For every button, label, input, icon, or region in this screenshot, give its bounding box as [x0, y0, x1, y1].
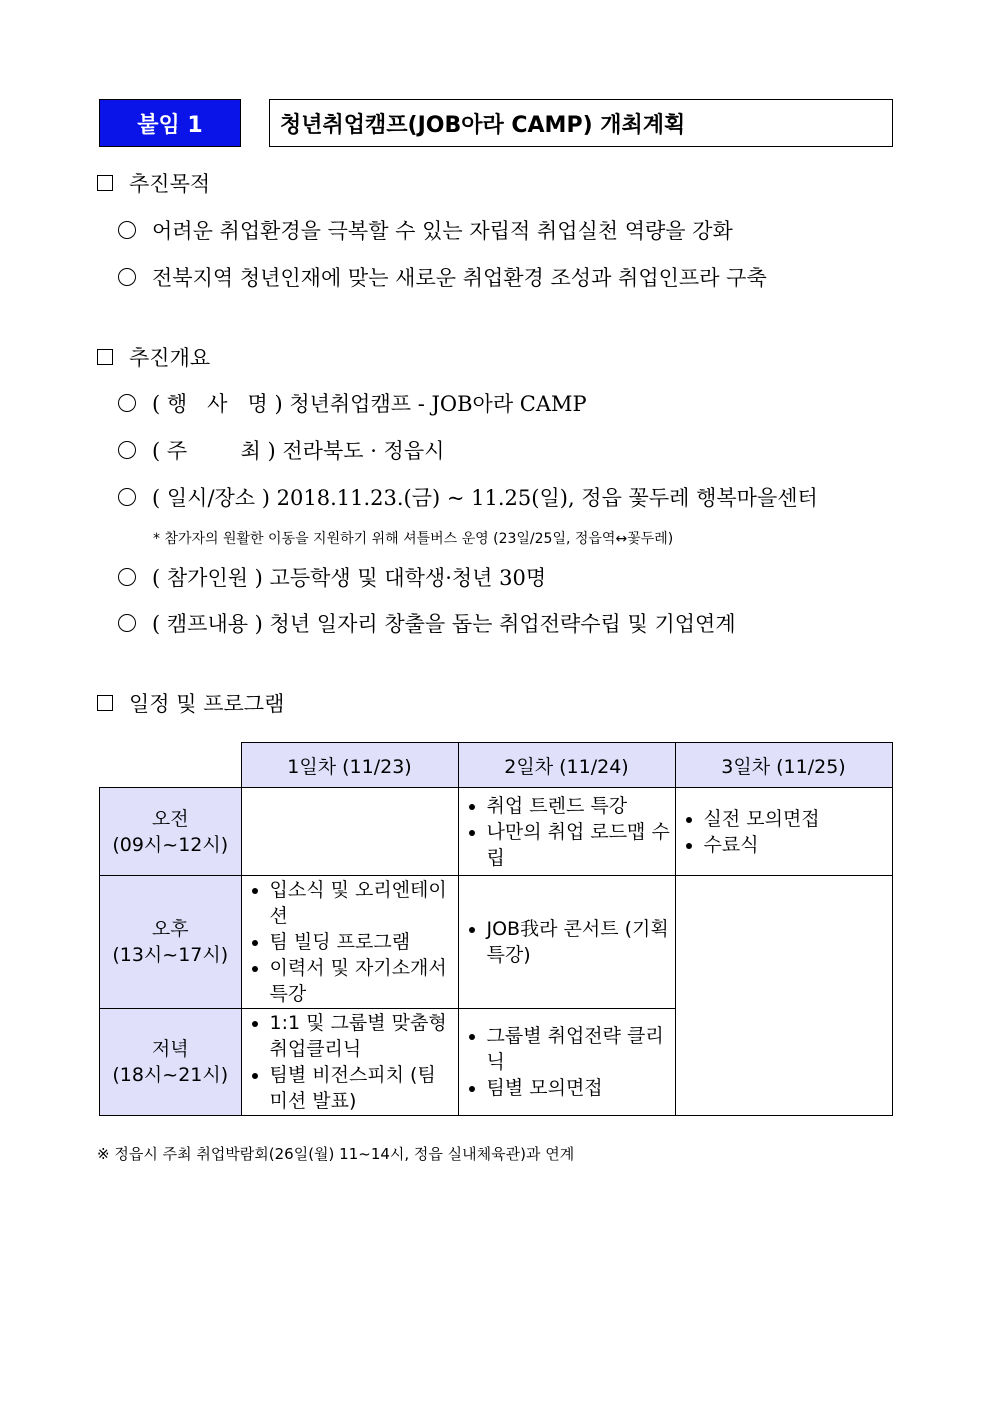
- document-title: 청년취업캠프(JOB아라 CAMP) 개최계획: [269, 99, 893, 147]
- table-row: [100, 876, 893, 1009]
- overview-item-content: ( 캠프내용 ) 청년 일자리 창출을 돕는 취업전략수립 및 기업연계: [118, 608, 736, 638]
- list-item: • 입소식 및 오리엔테이션: [270, 877, 458, 929]
- square-bullet-icon: [97, 349, 113, 365]
- circle-bullet-icon: [118, 441, 136, 459]
- list-item: • 1:1 및 그룹별 맞춤형 취업클리닉: [270, 1010, 458, 1062]
- table-cell: [675, 788, 892, 876]
- circle-bullet-icon: [118, 394, 136, 412]
- purpose-item: 전북지역 청년인재에 맞는 새로운 취업환경 조성과 취업인프라 구축: [118, 262, 767, 292]
- table-cell: [241, 788, 458, 876]
- list-item: • 수료식: [704, 832, 892, 858]
- list-item: • 팀 빌딩 프로그램: [270, 929, 458, 955]
- circle-bullet-icon: [118, 614, 136, 632]
- column-header-day2: 2일차 (11/24): [458, 743, 675, 788]
- section-heading-overview: 추진개요: [97, 342, 210, 372]
- section-heading-purpose: 추진목적: [97, 168, 210, 198]
- row-label-evening: 저녁 (18시~21시): [100, 1009, 242, 1116]
- shuttle-note: * 참가자의 원활한 이동을 지원하기 위해 셔틀버스 운영 (23일/25일, 정읍역↔꽃두레): [153, 531, 674, 547]
- square-bullet-icon: [97, 175, 113, 191]
- overview-item-date-place: ( 일시/장소 ) 2018.11.23.(금) ~ 11.25(일), 정읍 꽃두레 행복마을센터: [118, 482, 818, 512]
- column-header-day1: 1일차 (11/23): [241, 743, 458, 788]
- list-item: • 팀별 비전스피치 (팀 미션 발표): [270, 1062, 458, 1114]
- column-header-day3: 3일차 (11/25): [675, 743, 892, 788]
- circle-bullet-icon: [118, 221, 136, 239]
- list-item: • 그룹별 취업전략 클리닉: [487, 1023, 675, 1075]
- table-cell: [241, 1009, 458, 1116]
- schedule-table: [99, 742, 893, 1116]
- circle-bullet-icon: [118, 568, 136, 586]
- table-cell: [458, 876, 675, 1009]
- table-cell-empty: [675, 876, 892, 1116]
- row-label-afternoon: 오후 (13시~17시): [100, 876, 242, 1009]
- list-item: • 팀별 모의면접: [487, 1075, 675, 1101]
- list-item: • 이력서 및 자기소개서 특강: [270, 955, 458, 1007]
- list-item: • 나만의 취업 로드맵 수립: [487, 819, 675, 871]
- table-cell: [241, 876, 458, 1009]
- table-cell: [458, 788, 675, 876]
- section-heading-schedule: 일정 및 프로그램: [97, 688, 284, 718]
- overview-item-participants: ( 참가인원 ) 고등학생 및 대학생·청년 30명: [118, 562, 546, 592]
- attachment-badge: 붙임 1: [99, 99, 241, 147]
- square-bullet-icon: [97, 695, 113, 711]
- overview-item-host: ( 주 최 ) 전라북도 · 정읍시: [118, 435, 444, 465]
- footnote: ※ 정읍시 주최 취업박람회(26일(월) 11~14시, 정읍 실내체육관)과 연계: [97, 1145, 575, 1163]
- purpose-item: 어려운 취업환경을 극복할 수 있는 자립적 취업실천 역량을 강화: [118, 215, 733, 245]
- overview-item-event-name: ( 행 사 명 ) 청년취업캠프 - JOB아라 CAMP: [118, 388, 587, 418]
- table-row: [100, 788, 893, 876]
- list-item: • 실전 모의면접: [704, 806, 892, 832]
- row-label-morning: 오전 (09시~12시): [100, 788, 242, 876]
- table-cell: [458, 1009, 675, 1116]
- circle-bullet-icon: [118, 488, 136, 506]
- circle-bullet-icon: [118, 268, 136, 286]
- table-header-row: [100, 743, 893, 788]
- list-item: • 취업 트렌드 특강: [487, 793, 675, 819]
- list-item: • JOB我라 콘서트 (기획특강): [487, 916, 675, 968]
